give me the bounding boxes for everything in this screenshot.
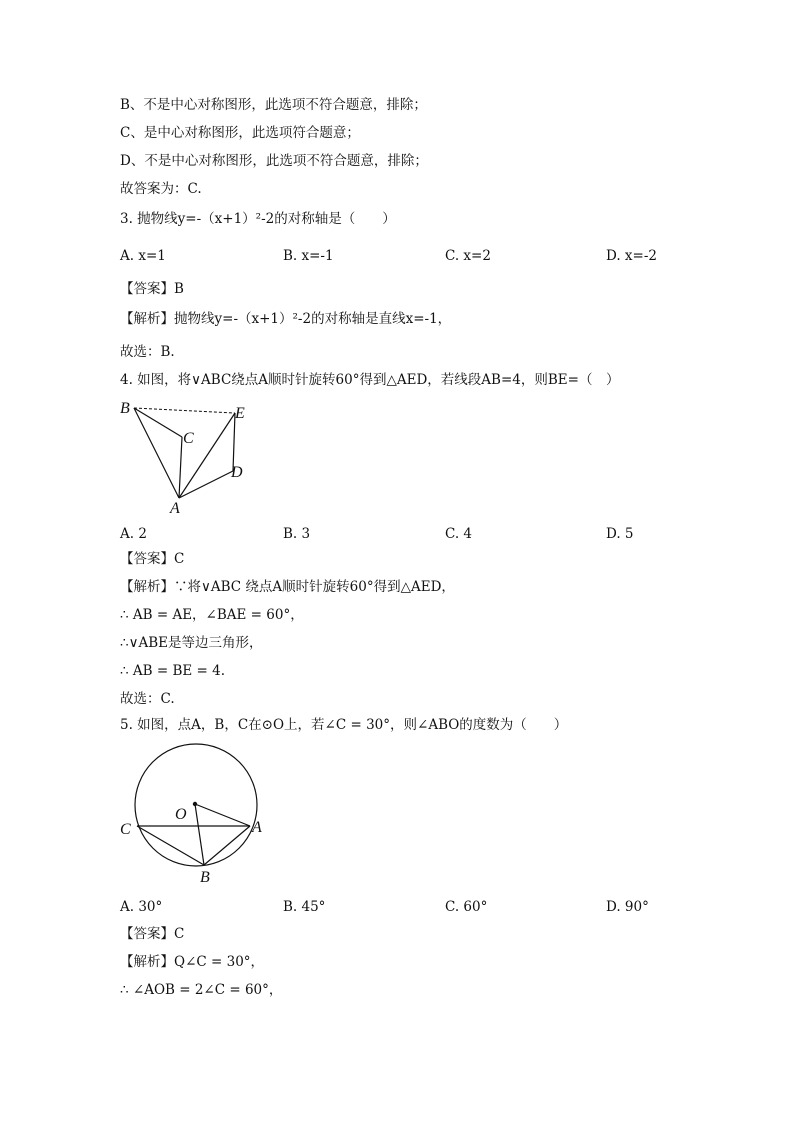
q5-chord-cb <box>137 826 204 865</box>
q5-radius-oa <box>195 804 250 826</box>
q4-segment-ae <box>179 413 235 498</box>
q4-segment-be <box>134 408 235 413</box>
q3-analysis: 【解析】抛物线y=-（x+1）²-2的对称轴是直线x=-1， <box>120 311 452 327</box>
q4-option-b: B. 3 <box>283 526 311 542</box>
q3-option-a: A. x=1 <box>120 248 166 264</box>
q4-answer: 【答案】C <box>120 551 185 567</box>
q3-conclusion: 故选：B. <box>120 344 175 360</box>
prev-answer: 故答案为：C. <box>120 181 202 197</box>
q5-label-a: A <box>252 819 262 836</box>
q4-label-a: A <box>170 500 180 517</box>
q5-answer: 【答案】C <box>120 926 185 942</box>
q5-radius-ob <box>195 804 204 865</box>
prev-line-d: D、不是中心对称图形，此选项不符合题意，排除； <box>120 153 428 169</box>
q5-chord-ab <box>204 826 250 865</box>
q3-stem: 3. 抛物线y=-（x+1）²-2的对称轴是（ ） <box>120 211 396 227</box>
q4-option-d: D. 5 <box>606 526 634 542</box>
q5-center-point <box>193 802 197 806</box>
q5-analysis-line: ∴ ∠AOB = 2∠C = 60°， <box>120 982 283 998</box>
q4-option-a: A. 2 <box>120 526 147 542</box>
q3-answer: 【答案】B <box>120 281 184 297</box>
q4-analysis-line: ∴ AB = AE，∠BAE = 60°， <box>120 607 304 623</box>
prev-line-b: B、不是中心对称图形，此选项不符合题意，排除； <box>120 97 427 113</box>
q4-option-c: C. 4 <box>445 526 473 542</box>
q5-option-c: C. 60° <box>445 899 488 915</box>
q5-label-c: C <box>120 821 131 838</box>
q4-label-b: B <box>120 400 130 417</box>
q4-label-d: D <box>231 464 243 481</box>
q4-analysis-line: 【解析】∵将∨ABC 绕点A顺时针旋转60°得到△AED， <box>120 579 455 595</box>
q5-figure <box>112 740 282 890</box>
q4-conclusion: 故选：C. <box>120 691 175 707</box>
q3-option-d: D. x=-2 <box>606 248 658 264</box>
q4-analysis-line: ∴∨ABE是等边三角形， <box>120 635 263 651</box>
q5-option-b: B. 45° <box>283 899 326 915</box>
q4-analysis-line: ∴ AB = BE = 4. <box>120 663 225 679</box>
q4-figure <box>112 396 262 520</box>
q5-label-o: O <box>175 806 187 823</box>
q5-option-d: D. 90° <box>606 899 649 915</box>
q5-stem: 5. 如图，点A，B，C在⊙O上，若∠C = 30°，则∠ABO的度数为（ ） <box>120 717 568 733</box>
q4-label-c: C <box>183 430 194 447</box>
q5-option-a: A. 30° <box>120 899 163 915</box>
q5-analysis-line: 【解析】Q∠C = 30°， <box>120 954 265 970</box>
q4-segment-ca <box>179 437 182 498</box>
prev-line-c: C、是中心对称图形，此选项符合题意； <box>120 125 360 141</box>
q3-option-c: C. x=2 <box>445 248 491 264</box>
q5-label-b: B <box>200 869 210 886</box>
q3-option-b: B. x=-1 <box>283 248 334 264</box>
q4-label-e: E <box>235 405 245 422</box>
q4-stem: 4. 如图，将∨ABC绕点A顺时针旋转60°得到△AED，若线段AB=4，则BE=（ ） <box>120 372 620 388</box>
q4-segment-da <box>179 471 233 498</box>
